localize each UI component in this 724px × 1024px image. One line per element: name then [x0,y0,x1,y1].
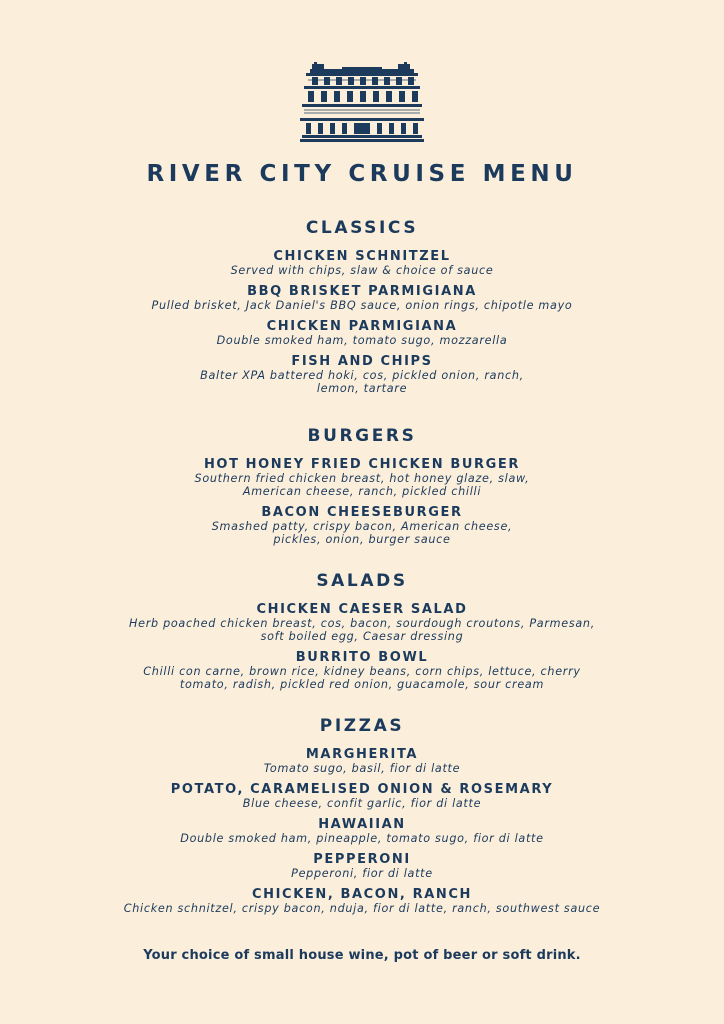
section-title: BURGERS [307,426,417,446]
section-salads [0,570,724,698]
menu-item [0,354,724,395]
menu-item [0,747,724,775]
item-description: Served with chips, slaw & choice of sauce [230,264,494,277]
item-description: Chicken schnitzel, crispy bacon, nduja, fior di latte, ranch, southwest sauce [123,902,601,915]
item-description: Double smoked ham, pineapple, tomato sugo, fior di latte [180,832,544,845]
item-name: CHICKEN CAESER SALAD [256,602,468,617]
item-name: BACON CHEESEBURGER [261,505,463,520]
item-description: Herb poached chicken breast, cos, bacon, sourdough croutons, Parmesan, soft boiled egg, Caesar dressing [129,617,595,643]
item-description: Pepperoni, fior di latte [291,867,433,880]
menu-item [0,650,724,691]
item-description: Southern fried chicken breast, hot honey glaze, slaw, American cheese, ranch, pickled chilli [194,472,530,498]
hotel-building-logo [300,62,424,142]
item-name: PEPPERONI [313,852,411,867]
menu-footer-note: Your choice of small house wine, pot of beer or soft drink. [143,948,581,963]
item-description: Blue cheese, confit garlic, fior di latte [242,797,482,810]
item-description: Tomato sugo, basil, fior di latte [263,762,461,775]
section-title: PIZZAS [319,716,405,736]
section-title: CLASSICS [305,218,419,238]
menu-item [0,505,724,546]
section-classics [0,217,724,402]
item-name: CHICKEN SCHNITZEL [273,249,451,264]
item-name: POTATO, CARAMELISED ONION & ROSEMARY [170,782,554,797]
item-description: Pulled brisket, Jack Daniel's BBQ sauce, onion rings, chipotle mayo [151,299,573,312]
menu-item [0,817,724,845]
section-pizzas [0,715,724,922]
item-name: BURRITO BOWL [295,650,429,665]
item-description: Double smoked ham, tomato sugo, mozzarella [216,334,508,347]
item-name: CHICKEN PARMIGIANA [266,319,458,334]
item-name: CHICKEN, BACON, RANCH [252,887,472,902]
section-burgers [0,425,724,553]
menu-title: RIVER CITY CRUISE MENU [146,161,578,187]
item-name: HAWAIIAN [318,817,406,832]
item-description: Smashed patty, crispy bacon, American cheese, pickles, onion, burger sauce [211,520,513,546]
menu-item [0,319,724,347]
item-description: Chilli con carne, brown rice, kidney beans, corn chips, lettuce, cherry tomato, radish, pickled red onion, guacamole, sour cream [143,665,581,691]
menu-item [0,852,724,880]
menu-item [0,457,724,498]
menu-item [0,887,724,915]
item-description: Balter XPA battered hoki, cos, pickled onion, ranch, lemon, tartare [200,369,524,395]
menu-item [0,284,724,312]
item-name: BBQ BRISKET PARMIGIANA [247,284,477,299]
menu-item [0,249,724,277]
item-name: HOT HONEY FRIED CHICKEN BURGER [203,457,521,472]
menu-item [0,782,724,810]
item-name: MARGHERITA [305,747,419,762]
section-title: SALADS [316,571,408,591]
item-name: FISH AND CHIPS [291,354,433,369]
menu-item [0,602,724,643]
